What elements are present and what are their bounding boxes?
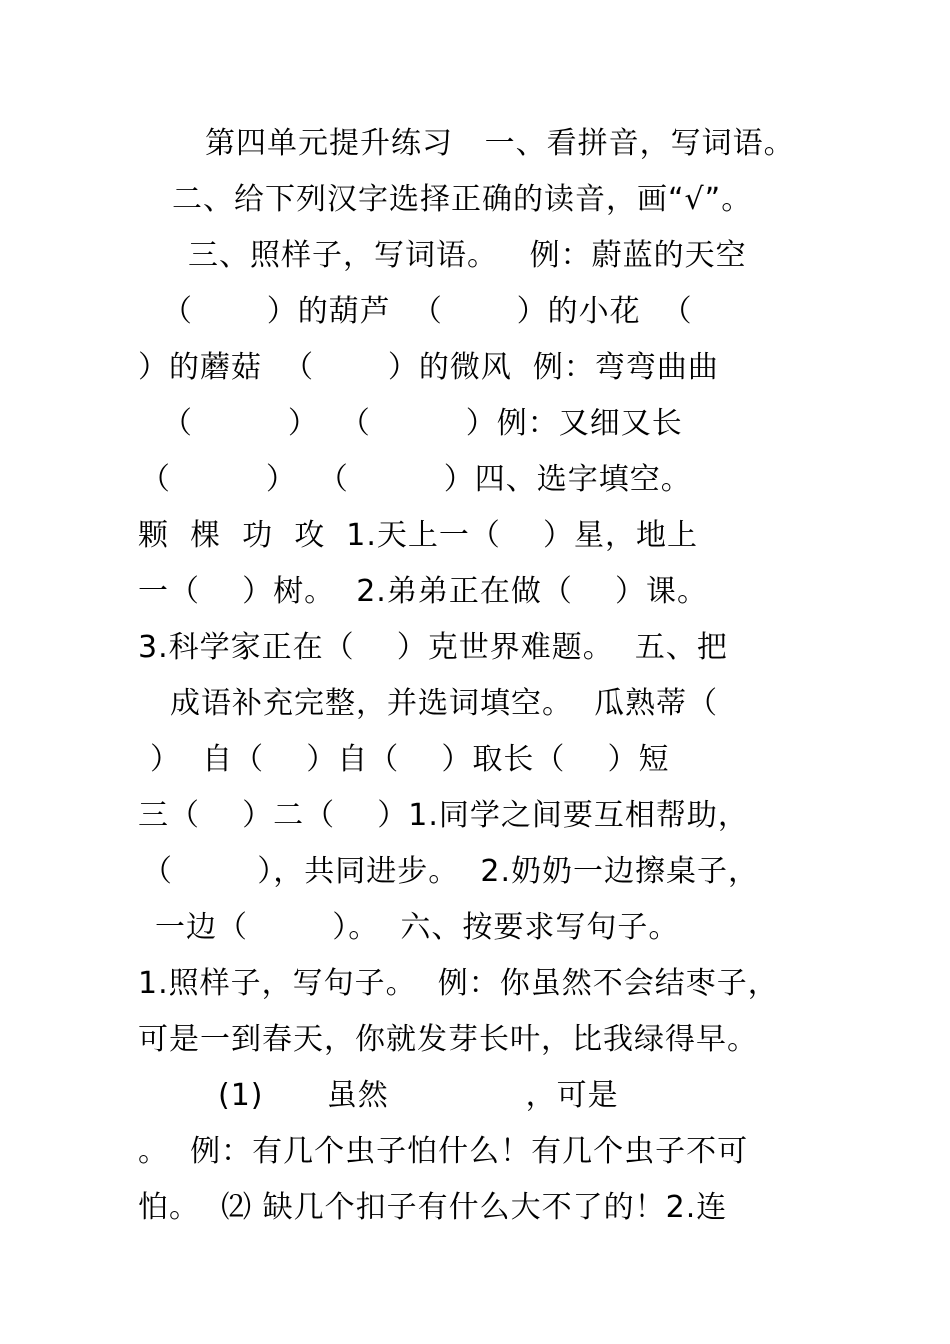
text-line-9: 一（ ）树。 2.弟弟正在做（ ）课。: [138, 574, 708, 609]
text-line-8: 颗 棵 功 攻 1.天上一（ ）星，地上: [138, 518, 699, 553]
text-line-5: ）的蘑菇 （ ）的微风 例：弯弯曲曲: [138, 350, 719, 385]
text-line-1: 第四单元提升练习 一、看拼音，写词语。: [205, 126, 795, 161]
text-line-19: 。 例：有几个虫子怕什么！有几个虫子不可: [138, 1134, 749, 1169]
text-line-4: （ ）的葫芦 （ ）的小花 （: [162, 294, 693, 329]
text-line-17: 可是一到春天，你就发芽长叶，比我绿得早。: [138, 1022, 758, 1057]
text-line-16: 1.照样子，写句子。 例：你虽然不会结枣子，: [138, 966, 779, 1001]
text-line-20: 怕。 ⑵ 缺几个扣子有什么大不了的！2.连: [138, 1190, 728, 1225]
text-line-7: （ ） （ ）四、选字填空。: [140, 462, 692, 497]
text-line-12: ） 自（ ）自（ ）取长（ ）短: [150, 742, 670, 777]
text-line-14: （ ），共同进步。 2.奶奶一边擦桌子，: [142, 854, 759, 889]
text-line-15: 一边（ ）。 六、按要求写句子。: [155, 910, 680, 945]
text-line-13: 三（ ）二（ ）1.同学之间要互相帮助，: [138, 798, 749, 833]
text-line-18: (1) 虽然 ，可是: [218, 1078, 619, 1113]
text-line-6: （ ） （ ）例：又细又长: [162, 406, 683, 441]
text-line-10: 3.科学家正在（ ）克世界难题。 五、把: [138, 630, 728, 665]
text-line-2: 二、给下列汉字选择正确的读音，画“√”。: [172, 182, 753, 217]
text-line-11: 成语补充完整，并选词填空。 瓜熟蒂（: [170, 686, 719, 721]
text-line-3: 三、照样子，写词语。 例：蔚蓝的天空: [188, 238, 747, 273]
